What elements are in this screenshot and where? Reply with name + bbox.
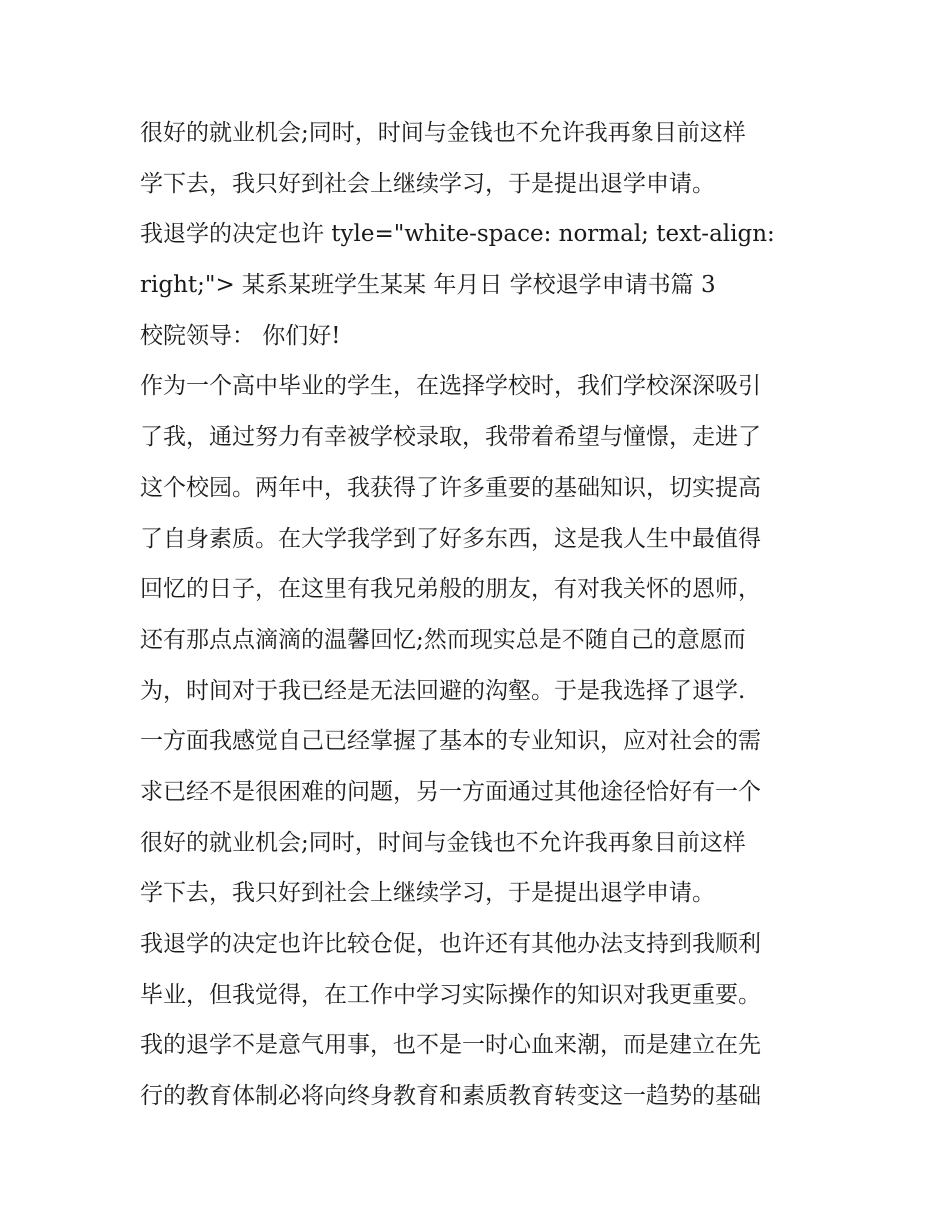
text-line-1: 很好的就业机会;同时，时间与金钱也不允许我再象目前这样 (140, 120, 746, 146)
text-line-2: 学下去，我只好到社会上继续学习，于是提出退学申请。 (140, 170, 715, 197)
text-line-5: 校院领导： 你们好! (140, 322, 341, 349)
text-line-7: 了我，通过努力有幸被学校录取，我带着希望与憧憬，走进了 (140, 424, 761, 451)
text-line-3: 我退学的决定也许 tyle="white-space: normal; text-align: (140, 221, 775, 248)
text-line-4: right;"> 某系某班学生某某 年月日 学校退学申请书篇 3 (140, 272, 716, 299)
text-line-13: 一方面我感觉自己已经掌握了基本的专业知识，应对社会的需 (140, 728, 761, 755)
text-line-14: 求已经不是很困难的问题，另一方面通过其他途径恰好有一个 (140, 778, 761, 805)
document-body-text (140, 108, 820, 1122)
text-line-19: 我的退学不是意气用事，也不是一时心血来潮，而是建立在先 (140, 1032, 761, 1059)
text-line-15: 很好的就业机会;同时，时间与金钱也不允许我再象目前这样 (140, 829, 746, 856)
text-line-12: 为，时间对于我已经是无法回避的沟壑。于是我选择了退学. (140, 677, 746, 704)
text-line-6: 作为一个高中毕业的学生，在选择学校时，我们学校深深吸引 (140, 373, 761, 400)
text-line-10: 回忆的日子，在这里有我兄弟般的朋友，有对我关怀的恩师， (140, 576, 761, 603)
text-line-8: 这个校园。两年中，我获得了许多重要的基础知识，切实提高 (140, 474, 761, 501)
text-line-11: 还有那点点滴滴的温馨回忆;然而现实总是不随自己的意愿而 (140, 626, 746, 653)
text-line-20: 行的教育体制必将向终身教育和素质教育转变这一趋势的基础 (140, 1083, 761, 1110)
text-line-18: 毕业，但我觉得，在工作中学习实际操作的知识对我更重要。 (140, 981, 761, 1008)
text-line-16: 学下去，我只好到社会上继续学习，于是提出退学申请。 (140, 880, 715, 907)
text-line-9: 了自身素质。在大学我学到了好多东西，这是我人生中最值得 (140, 525, 761, 552)
text-line-17: 我退学的决定也许比较仓促，也许还有其他办法支持到我顺利 (140, 931, 761, 957)
